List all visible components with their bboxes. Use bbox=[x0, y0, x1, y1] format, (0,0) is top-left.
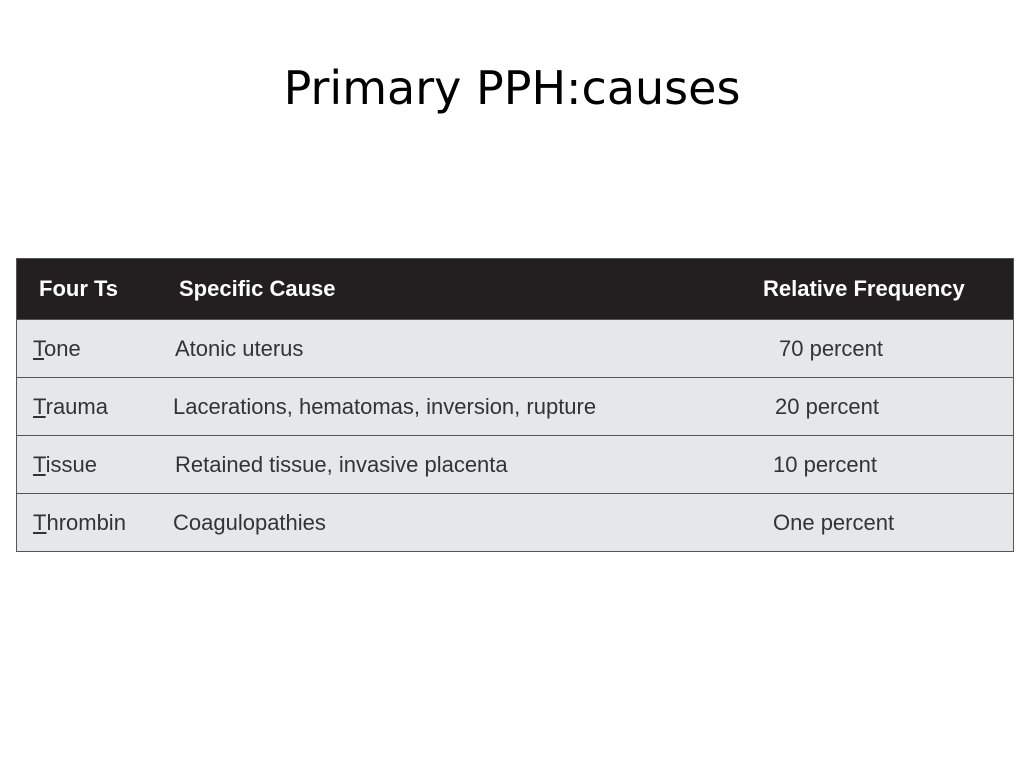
cause-cell: Atonic uterus bbox=[175, 335, 304, 361]
t-initial: T bbox=[33, 393, 46, 419]
table-row bbox=[17, 493, 1013, 551]
cause-cell: Coagulopathies bbox=[173, 509, 326, 535]
header-four-ts: Four Ts bbox=[39, 276, 119, 301]
cause-cell: Lacerations, hematomas, inversion, rupture bbox=[173, 393, 597, 419]
t-initial: T bbox=[33, 451, 46, 477]
slide-title: Primary PPH:causes bbox=[283, 61, 741, 115]
four-ts-cell bbox=[17, 394, 173, 420]
frequency-cell: 70 percent bbox=[779, 335, 883, 361]
t-initial: T bbox=[33, 335, 44, 361]
frequency-cell: 10 percent bbox=[773, 451, 877, 477]
frequency-cell: 20 percent bbox=[775, 393, 879, 419]
table-row bbox=[17, 377, 1013, 435]
four-ts-cell bbox=[17, 510, 173, 536]
four-ts-cell bbox=[17, 452, 173, 478]
cause-cell: Retained tissue, invasive placenta bbox=[175, 451, 508, 477]
table-header-row bbox=[17, 259, 1013, 319]
header-relative-frequency: Relative Frequency bbox=[763, 276, 965, 301]
causes-table bbox=[16, 258, 1014, 552]
frequency-cell: One percent bbox=[773, 509, 895, 535]
header-specific-cause: Specific Cause bbox=[179, 276, 336, 301]
table-row bbox=[17, 319, 1013, 377]
t-rest: one bbox=[44, 335, 81, 361]
t-initial: T bbox=[33, 509, 47, 535]
t-rest: rauma bbox=[45, 393, 108, 419]
table-row bbox=[17, 435, 1013, 493]
t-rest: issue bbox=[45, 451, 97, 477]
four-ts-cell bbox=[17, 336, 173, 362]
t-rest: hrombin bbox=[46, 509, 126, 535]
